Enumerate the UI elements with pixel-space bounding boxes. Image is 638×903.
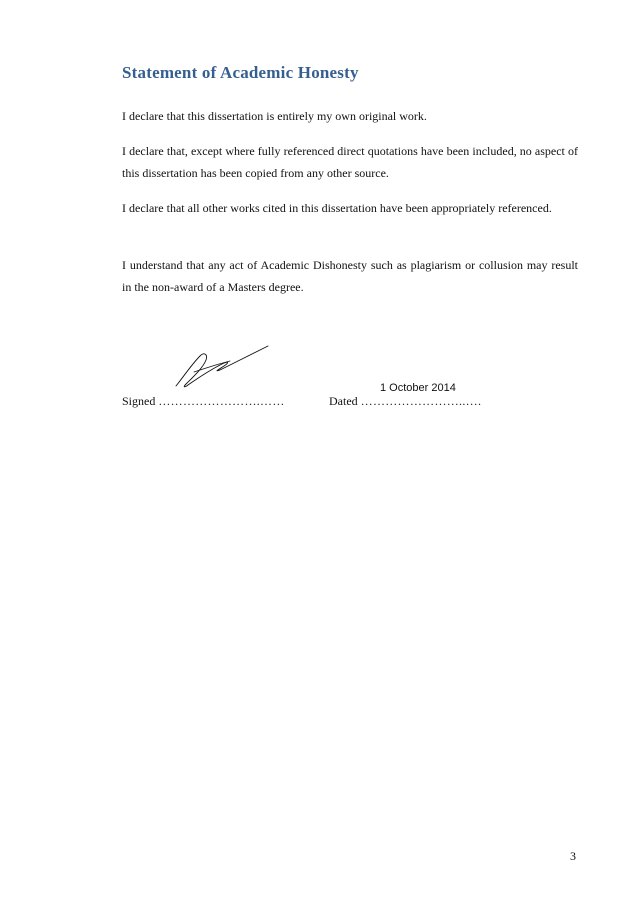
signed-label: Signed [122,394,156,408]
handwritten-signature [170,342,274,390]
date-value: 1 October 2014 [380,382,456,394]
dated-dots: ……………………..…. [360,394,482,408]
dated-label: Dated [329,394,358,408]
paragraph-academic-dishonesty: I understand that any act of Academic Dishonesty such as plagiarism or collusion may result in the non-award of a Masters degree. [122,258,578,294]
signed-line [122,393,285,409]
paragraph-original-work: I declare that this dissertation is entirely my own original work. [122,109,427,123]
page-title: Statement of Academic Honesty [122,63,359,82]
paragraph-quotations: I declare that, except where fully referenced direct quotations have been included, no aspect of this dissertation has been copied from any other source. [122,144,578,180]
page-number: 3 [570,849,576,863]
signed-dots: …………………….…… [158,394,285,408]
paragraph-works-cited: I declare that all other works cited in this dissertation have been appropriately referenced. [122,201,552,215]
dated-line [329,393,481,409]
